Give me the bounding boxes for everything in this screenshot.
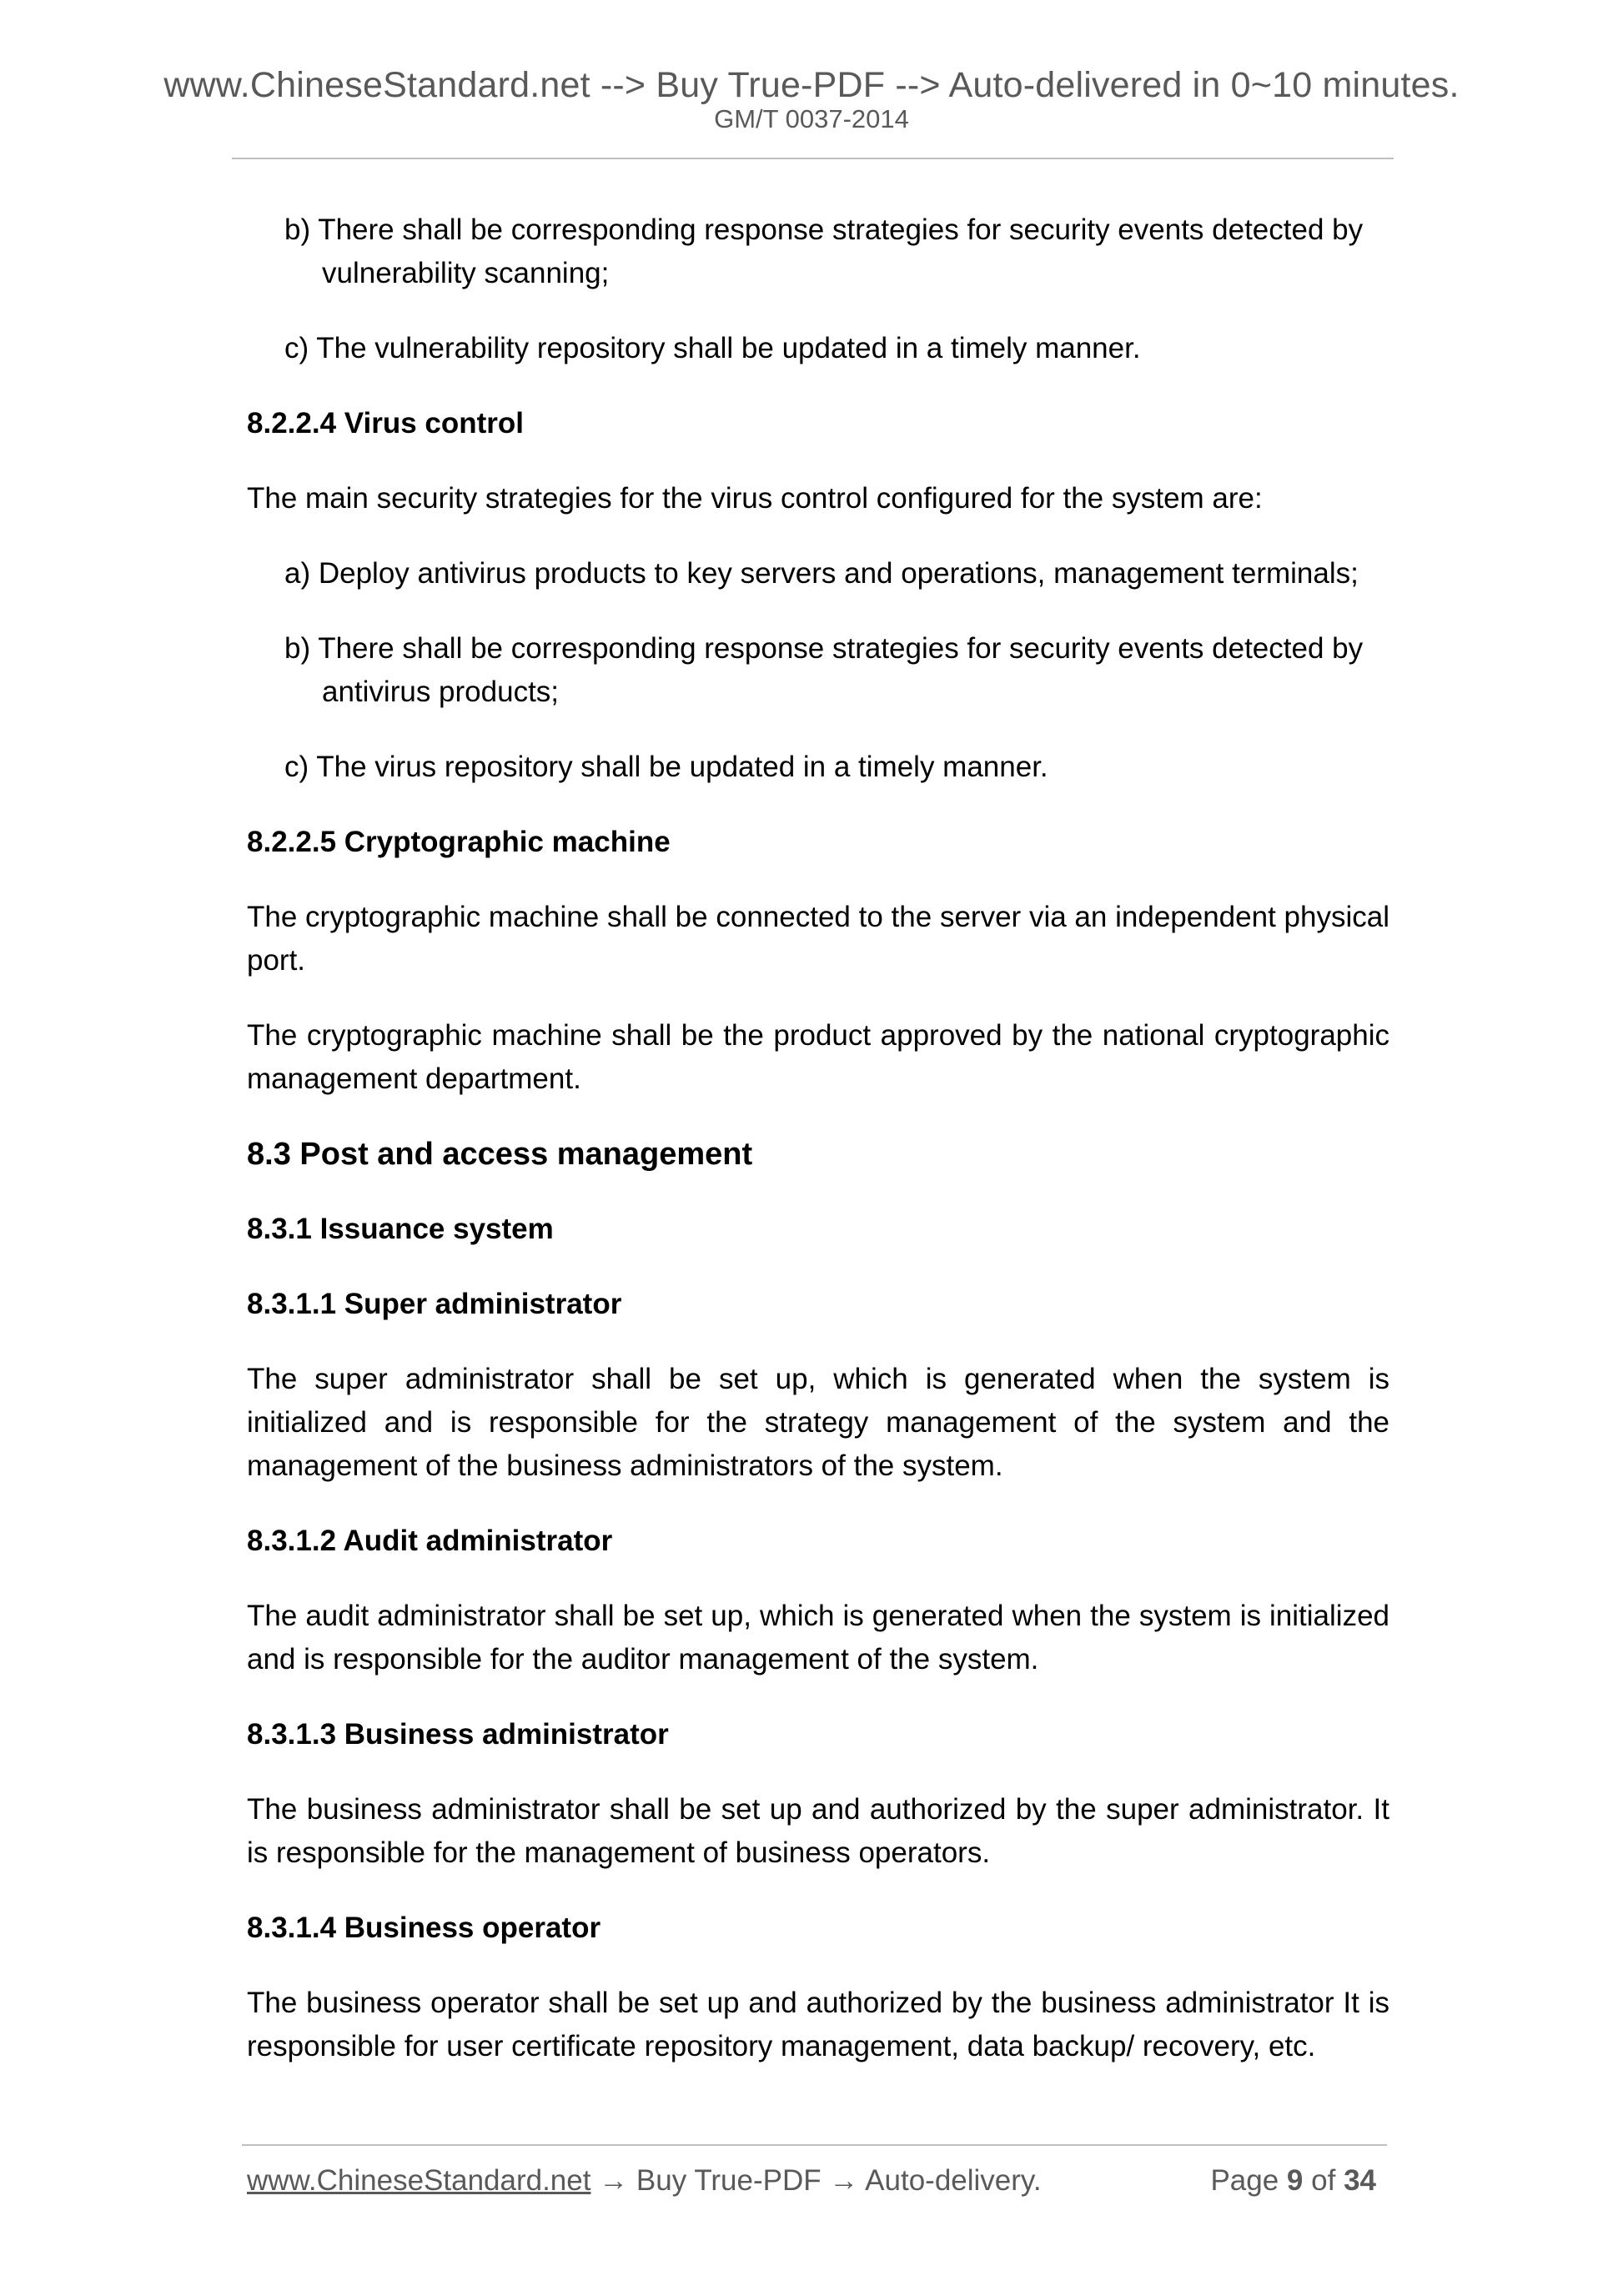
footer-site-link[interactable]: www.ChineseStandard.net bbox=[247, 2164, 591, 2197]
heading-8-3-1: 8.3.1 Issuance system bbox=[247, 1213, 554, 1245]
heading-8-3-1-3: 8.3.1.3 Business administrator bbox=[247, 1718, 669, 1751]
document-body bbox=[247, 208, 1389, 2100]
heading-8-2-2-5: 8.2.2.5 Cryptographic machine bbox=[247, 826, 671, 858]
list-item-a-virus: a) Deploy antivirus products to key servers and operations, management terminals; bbox=[284, 557, 1359, 590]
site-banner: www.ChineseStandard.net --> Buy True-PDF --> Auto-delivered in 0~10 minutes. bbox=[163, 65, 1460, 105]
paragraph-audit-administrator: The audit administrator shall be set up, which is generated when the system is initialized and is responsible for the auditor management of the system. bbox=[247, 1600, 1389, 1676]
heading-8-3-1-2: 8.3.1.2 Audit administrator bbox=[247, 1525, 613, 1557]
paragraph-business-operator: The business operator shall be set up and authorized by the business administrator It is responsible for user certificate repository management, data backup/ recovery, etc. bbox=[247, 1987, 1389, 2062]
paragraph-virus-intro: The main security strategies for the virus control configured for the system are: bbox=[247, 482, 1263, 515]
heading-8-2-2-4: 8.2.2.4 Virus control bbox=[247, 407, 524, 440]
footer-divider bbox=[242, 2144, 1387, 2146]
heading-8-3-1-1: 8.3.1.1 Super administrator bbox=[247, 1288, 622, 1320]
header-divider bbox=[232, 158, 1394, 159]
heading-8-3-1-4: 8.3.1.4 Business operator bbox=[247, 1912, 601, 1944]
heading-8-3: 8.3 Post and access management bbox=[247, 1137, 753, 1172]
list-item-c-vulnerability: c) The vulnerability repository shall be updated in a timely manner. bbox=[284, 332, 1141, 364]
paragraph-crypto-approval: The cryptographic machine shall be the product approved by the national cryptographic management department. bbox=[247, 1019, 1389, 1095]
standard-code: GM/T 0037-2014 bbox=[714, 104, 909, 133]
footer-tagline: → Buy True-PDF → Auto-delivery. bbox=[590, 2164, 1042, 2197]
list-item-b-vulnerability: b) There shall be corresponding response strategies for security events detected by vulnerability scanning; bbox=[284, 214, 1364, 289]
page-indicator bbox=[1210, 2164, 1376, 2198]
page-number: 9 bbox=[1286, 2164, 1304, 2197]
paragraph-crypto-port: The cryptographic machine shall be connected to the server via an independent physical port. bbox=[247, 901, 1389, 977]
paragraph-super-administrator: The super administrator shall be set up, which is generated when the system is initialized and is responsible for the strategy management of the system and the management of the business administrators of the system. bbox=[247, 1363, 1389, 1482]
page-total: 34 bbox=[1344, 2164, 1376, 2197]
paragraph-business-administrator: The business administrator shall be set up and authorized by the super administrator. It is responsible for the management of business operators. bbox=[247, 1793, 1389, 1869]
page-word: Page bbox=[1210, 2164, 1279, 2197]
of-word: of bbox=[1311, 2164, 1336, 2197]
list-item-b-virus: b) There shall be corresponding response strategies for security events detected by antivirus products; bbox=[284, 632, 1364, 708]
page-footer bbox=[247, 2164, 1389, 2198]
list-item-c-virus: c) The virus repository shall be updated in a timely manner. bbox=[284, 751, 1048, 783]
